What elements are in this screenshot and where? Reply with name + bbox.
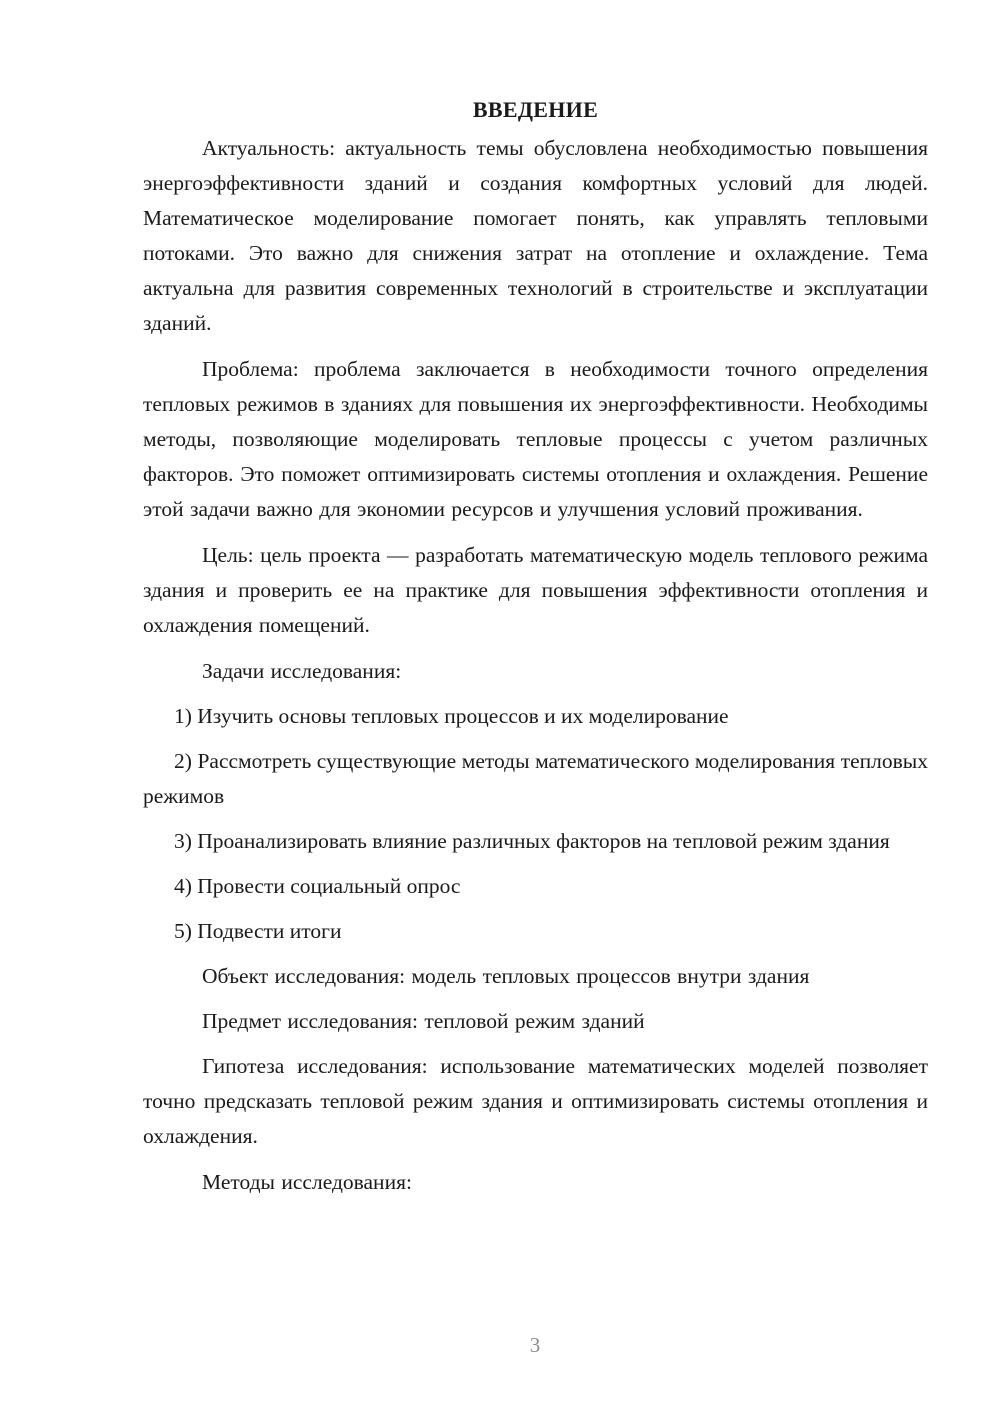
list-item: 3) Проанализировать влияние различных факторов на тепловой режим здания: [174, 829, 890, 853]
tasks-list: [143, 699, 928, 949]
paragraph-problem: Проблема: проблема заключается в необходимости точного определения тепловых режимов в зданиях для повышения их энергоэффективности. Необходимы методы, позволяющие моделировать тепловые процессы с учетом различных факторов. Это поможет оптимизировать системы отопления и охлаждения. Решение этой задачи важно для экономии ресурсов и улучшения условий проживания.: [143, 357, 928, 521]
paragraph-tasks-heading: Задачи исследования:: [202, 659, 402, 683]
page-number: 3: [529, 1333, 541, 1357]
paragraph-hypothesis: Гипотеза исследования: использование математических моделей позволяет точно предсказать тепловой режим здания и оптимизировать системы отопления и охлаждения.: [143, 1054, 928, 1148]
list-item: 2) Рассмотреть существующие методы математического моделирования тепловых режимов: [143, 749, 928, 808]
list-item: 5) Подвести итоги: [174, 919, 342, 943]
list-item: 1) Изучить основы тепловых процессов и их моделирование: [174, 704, 729, 728]
list-item: 4) Провести социальный опрос: [174, 874, 461, 898]
paragraph-object: Объект исследования: модель тепловых процессов внутри здания: [202, 964, 810, 988]
paragraph-methods-heading: Методы исследования:: [202, 1170, 412, 1194]
paragraph-subject: Предмет исследования: тепловой режим зданий: [202, 1009, 645, 1033]
section-title: ВВЕДЕНИЕ: [472, 97, 599, 122]
paragraph-goal: Цель: цель проекта — разработать математическую модель теплового режима здания и проверить ее на практике для повышения эффективности отопления и охлаждения помещений.: [143, 543, 928, 637]
paragraph-relevance: Актуальность: актуальность темы обусловлена необходимостью повышения энергоэффективности зданий и создания комфортных условий для людей. Математическое моделирование помогает понять, как управлять тепловыми потоками. Это важно для снижения затрат на отопление и охлаждение. Тема актуальна для развития современных технологий в строительстве и эксплуатации зданий.: [143, 136, 928, 335]
document-page: [143, 92, 928, 1211]
